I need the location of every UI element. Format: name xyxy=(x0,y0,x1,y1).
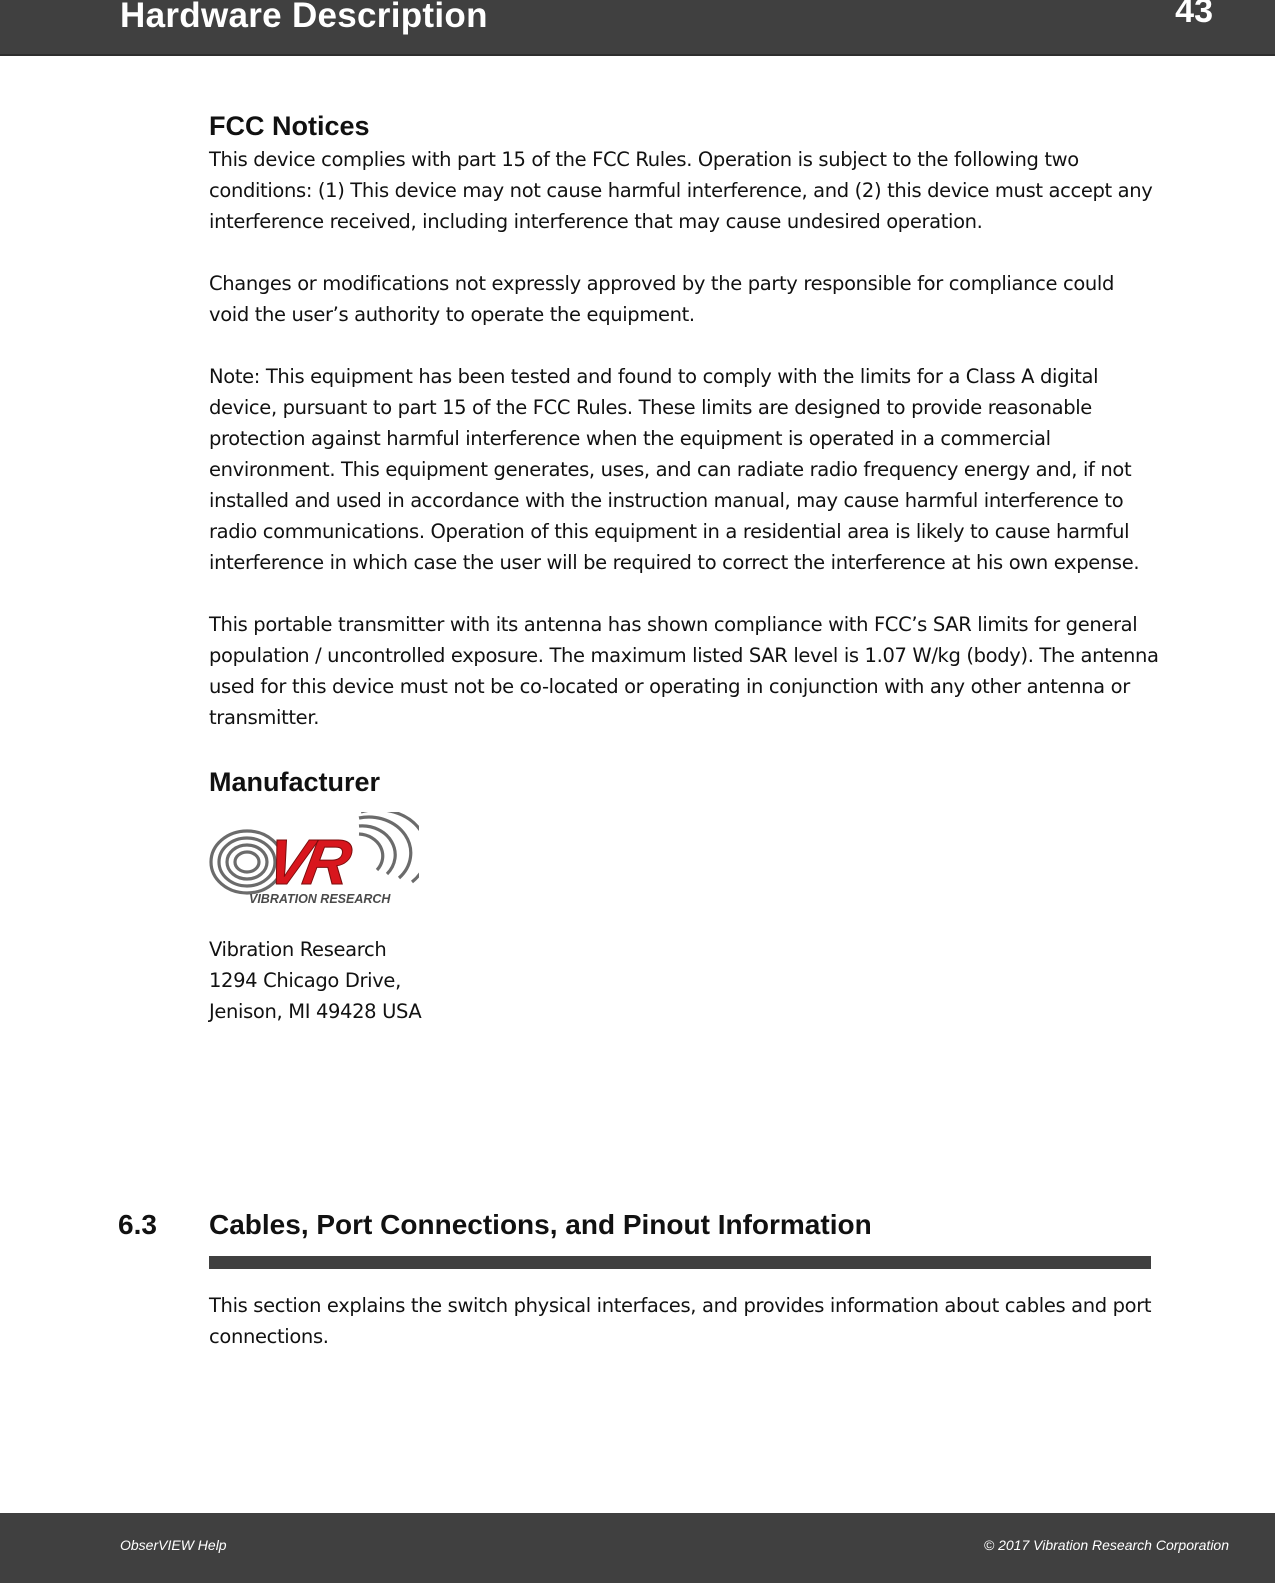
section-divider xyxy=(209,1256,1151,1269)
fcc-paragraph-1: This device complies with part 15 of the FCC Rules. Operation is subject to the following two conditions: (1) This device may not cause harmful interference, and (2) this device must accept any interference received, including interference that may cause undesired operation. xyxy=(209,148,1153,233)
main-content xyxy=(209,108,1159,1027)
page-header xyxy=(0,0,1275,56)
fcc-paragraph-3: Note: This equipment has been tested and found to comply with the limits for a Class A digital device, pursuant to part 15 of the FCC Rules. These limits are designed to provide reasonable protection against harmful interference when the equipment is operated in a commercial environment. This equipment generates, uses, and can radiate radio frequency energy and, if not installed and used in accordance with the instruction manual, may cause harmful interference to radio communications. Operation of this equipment in a residential area is likely to cause harmful interference in which case the user will be required to correct the interference at his own expense. xyxy=(209,365,1140,574)
section-title: Cables, Port Connections, and Pinout Information xyxy=(209,1209,872,1240)
chapter-title: Hardware Description xyxy=(120,0,488,35)
manufacturer-address xyxy=(209,934,1159,1027)
vibration-research-logo xyxy=(209,812,419,906)
address-line-city: Jenison, MI 49428 USA xyxy=(209,1000,422,1023)
section-body xyxy=(209,1290,1159,1383)
footer-product-name: ObserVIEW Help xyxy=(120,1537,227,1553)
fcc-paragraph-4: This portable transmitter with its antenna has shown compliance with FCC’s SAR limits for general population / uncontrolled exposure. The maximum listed SAR level is 1.07 W/kg (body). The antenna used for this device must not be co-located or operating in conjunction with any other antenna or transmitter. xyxy=(209,613,1159,729)
manufacturer-heading: Manufacturer xyxy=(209,767,381,797)
address-line-street: 1294 Chicago Drive, xyxy=(209,969,401,992)
logo-wordmark: VIBRATION RESEARCH xyxy=(249,892,391,906)
logo-monogram: VR xyxy=(261,826,351,898)
fcc-paragraph-2: Changes or modifications not expressly approved by the party responsible for compliance could void the user’s authority to operate the equipment. xyxy=(209,272,1115,326)
fcc-notices-heading: FCC Notices xyxy=(209,111,370,141)
page-footer xyxy=(0,1513,1275,1583)
page-number: 43 xyxy=(1175,0,1213,30)
address-line-company: Vibration Research xyxy=(209,938,387,961)
footer-copyright: © 2017 Vibration Research Corporation xyxy=(983,1537,1229,1553)
section-number: 6.3 xyxy=(118,1209,157,1240)
section-paragraph: This section explains the switch physical interfaces, and provides information about cables and port connections. xyxy=(209,1294,1152,1348)
